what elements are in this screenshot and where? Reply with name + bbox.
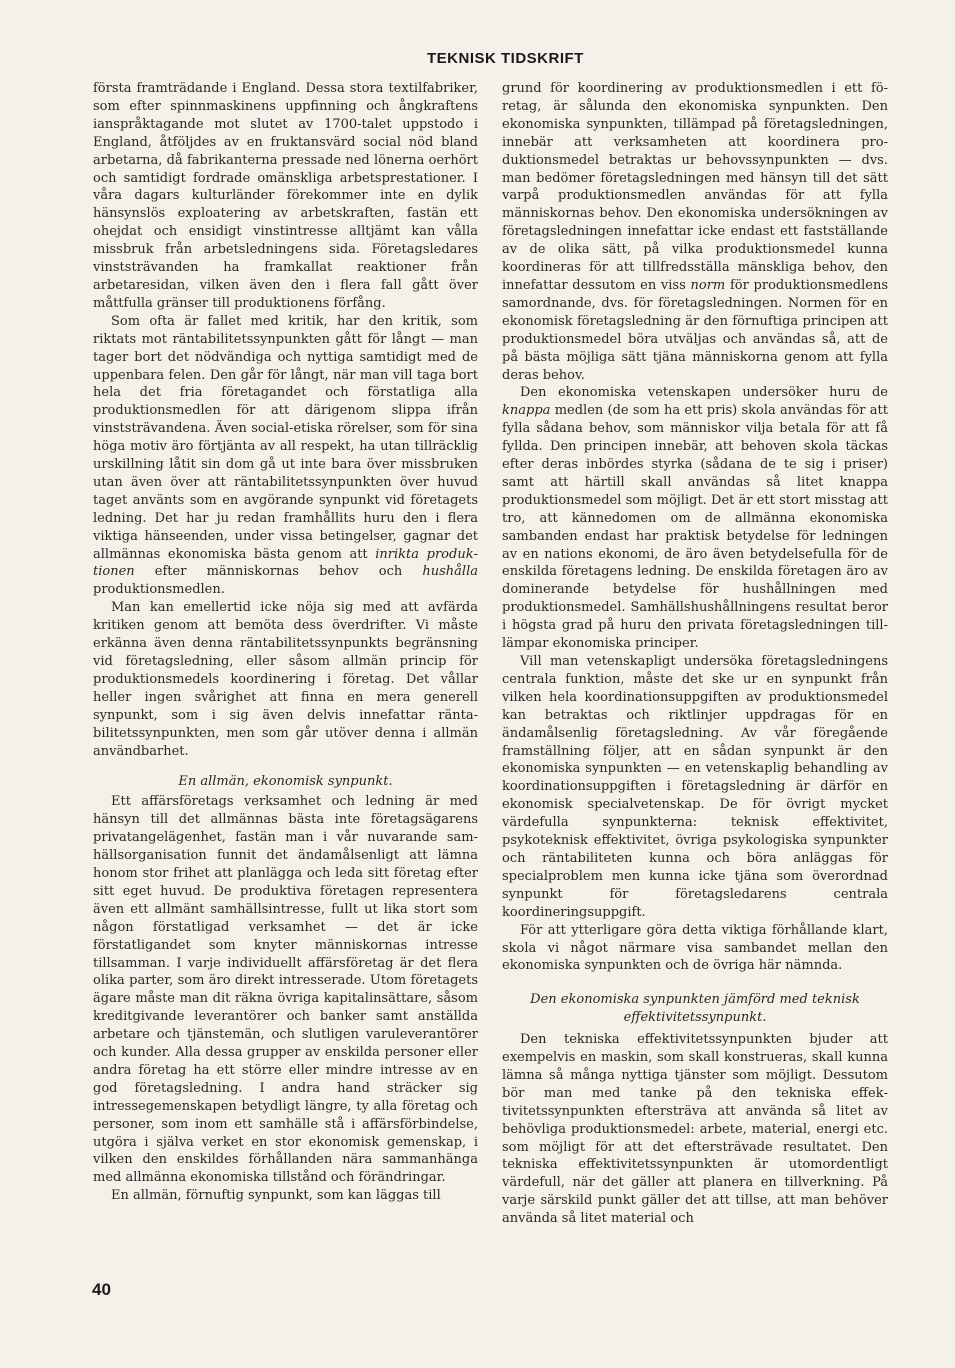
- page-number: 40: [92, 1280, 111, 1299]
- right-paragraph-3: Vill man vetenskapligt undersöka företagsledningens centrala funktion, måste det ske ur en synpunkt från vilken hela koordinationsuppgiften av produktionsmedel kan betraktas och riktlinjer uppdragas för en ändamålsenlig företagsledning. Av vår föregående framställning följer, att en sådan synpunkt är den ekonomiska synpunkten — en vetenskaplig behandling av koordinationsuppgiften i företagsledning är därför en ekonomisk specialvetenskap. De för övrigt mycket värdefulla synpunkterna: teknisk effektivitet, psykoteknisk effektivitet, övriga psykologiska synpunkter och räntabiliteten kunna och böra anläggas för specialproblem men kunna icke tjäna som överordnad synpunkt för företagsledarens centrala koordineringsuppgift.: [502, 654, 888, 920]
- left-p2-emphasis-2: hushålla: [422, 564, 478, 580]
- left-section-heading: En allmän, ekonomisk synpunkt.: [178, 774, 393, 790]
- left-paragraph-4: Ett affärsföretags verksamhet och ledning är med hänsyn till det allmännas bästa inte företagsägarens privatangelägenhet, fastän man i vår nuvarande samhällsorganisation funnit det ändamålsenligt att lämna honom stor frihet att planlägga och leda sitt företag efter sitt eget huvud. De produktiva företagen representera även ett allmänt samhällsintresse, fullt ut lika stort som någon förstatligad verksamhet — det är icke förstatligandet som knyter människornas intresse tillsamman. I varje individuellt affärsföretag är det flera olika parter, som äro direkt intresserade. Utom företagets ägare måste man dit räkna övriga kapitalinsättare, såsom kreditgivande leverantörer och banker samt anställda arbetare och tjänstemän, och slutligen varuleverantörer och kunder. Alla dessa grupper av enskilda personer eller andra företag ha ett större eller mindre intresse av en god företagsledning. I andra hand sträcker sig intressegemenskapen betydligt längre, ty alla företag och personer, som inom ett samhälle stå i affärsförbindelse, utgöra i själva verket en stor ekonomisk gemenskap, i vilken den enskildes förhållanden nära sammanhänga med allmänna ekonomiska tillstånd och förändringar.: [93, 794, 478, 1186]
- right-p2-end: medlen (de som ha ett pris) skola användas för att fylla sådana behov, som människor vilja betala för att få fyllda. Den principen innebär, att behoven skola täckas efter deras inbördes styrka (sådana de te sig i priser) samt att härtill skall användas så litet knappa produktionsmedel som möjligt. Det är ett stort misstag att tro, att kännedomen om de allmänna ekonomiska sambanden endast har praktisk betydelse för ledningen av en nations ekonomi, de äro även betydelsefulla för de enskilda företagens ledning. De enskilda företagen äro av dominerande betydelse för hushållningen med produktionsmedel. Samhällshushållningens resultat beror i högsta grad på huru den privata företagsledningen tilllämpar ekonomiska principer.: [502, 403, 888, 652]
- left-p2-end: produktionsmedlen.: [93, 582, 225, 598]
- left-p2-emphasis-1: inrikta produktionen: [93, 546, 478, 580]
- right-paragraph-5: Den tekniska effektivitetssynpunkten bjuder att exempelvis en maskin, som skall konstrueras, skall kunna lämna så många nyttiga tjänster som möjligt. Dessutom bör man med tanke på den tekniska effektivitetssynpunkten eftersträva att använda så litet av behövliga produktionsmedel: arbete, material, energi etc. som möjligt för att det eftersträvade resultatet. Den tekniska effektivitetssynpunkten är utomordentligt värdefull, när det gäller att planera en tillverkning. På varje särskild punkt gäller det att tillse, att man behöver använda så litet material och: [502, 1032, 888, 1227]
- left-p2-mid: efter människornas behov och: [154, 564, 403, 580]
- right-p1-end: för produktionsmedlens samordnande, dvs. för företagsledningen. Normen för en ekonomisk företagsledning är den förnuftiga principen att produktionsmedel böra utväljas och användas så, att de på bästa möjliga sätt tjäna människorna genom att fylla deras behov.: [502, 277, 888, 383]
- right-paragraph-2: [502, 384, 888, 653]
- right-p2-text: Den ekonomiska vetenskapen undersöker huru de: [520, 385, 888, 401]
- left-paragraph-1: första framträdande i England. Dessa stora textilfabriker, som efter spinnmaskinens uppfinning och ångkraftens ianspråktagande mot slutet av 1700-talet uppstodo i England, åtföljdes av en fruktansvärd social nöd bland arbetarna, då fabrikanterna pressade ned lönerna oerhört och samtidigt fordrade omänskliga arbetsprestationer. I våra dagars kulturländer förekommer inte en dylik hänsynslös exploatering av arbetskraften, fastän ett ohejdat och ensidigt vinstintresse alltjämt kan vålla missbruk från arbetsledningens sida. Företagsledares vinststrävanden ha framkallat reaktioner från arbetaresidan, vilken även den i flera fall gått över måttfulla gränser till produktionens förfång.: [93, 81, 478, 311]
- left-p2-text: Som ofta är fallet med kritik, har den kritik, som riktats mot räntabilitetssynpunkten gått för långt — man tager bort det nödvändiga och nyttiga samtidigt med de uppenbara felen. Den går för långt, när man vill taga bort hela det fria företagandet och förstatliga alla produktionsmedlen för att därigenom slippa ifrån vinststrävandena. Även social-etiska rörelser, som för sina höga motiv äro förtjänta av all respekt, ha utan tillräcklig urskillning låtit sin dom gå ut inte bara över missbruken utan även över att räntabilitetssynpunkten över huvud taget använts som en avgörande synpunkt vid företagets ledning. Det har ju redan framhållits huru den i flera viktiga hänseenden, under vissa betingelser, gagnar det allmännas ekonomiska bästa genom att: [93, 313, 478, 562]
- journal-header: TEKNISK TIDSKRIFT: [427, 50, 584, 67]
- left-paragraph-5: En allmän, förnuftig synpunkt, som kan läggas till: [111, 1188, 441, 1204]
- right-column: [502, 80, 888, 1228]
- right-paragraph-4: För att ytterligare göra detta viktiga förhållande klart, skola vi något närmare visa sambandet mellan den ekonomiska synpunkten och de övriga här nämnda.: [502, 922, 888, 974]
- left-paragraph-3: Man kan emellertid icke nöja sig med att avfärda kritiken genom att bemöta dess överdrifter. Vi måste erkänna även denna räntabilitetssynpunkts begränsning vid företagsledning, eller såsom allmän princip för produktionsmedels koordinering i företag. Det vållar heller ingen svårighet att finna en mera generell synpunkt, som i sig även delvis innefattar räntabilitetssynpunkten, men som går utöver denna i allmän användbarhet.: [93, 600, 478, 759]
- left-paragraph-2: [93, 313, 478, 600]
- left-column: [93, 80, 478, 1205]
- right-section-heading: Den ekonomiska synpunkten jämförd med teknisk effektivitetssynpunkt.: [530, 992, 860, 1026]
- right-p1-emphasis: norm: [690, 277, 726, 293]
- right-paragraph-1: [502, 80, 888, 384]
- right-p1-text: grund för koordinering av produktionsmedlen i ett företag, är sålunda den ekonomiska synpunkten. Den ekonomiska synpunkten, tillämpad på företagsledningen, innebär att verksamheten att koordinera produktionsmedel betraktas ur behovssynpunkten — dvs. man bedömer företagsledningen med hänsyn till det sätt varpå produktionsmedlen användas för att fylla människornas behov. Den ekonomiska undersökningen av företagsledningen innefattar icke endast ett fastställande av de olika sätt, på vilka produktionsmedel kunna koordineras för att tillfredsställa mänskliga behov, den innefattar dessutom en viss: [502, 81, 888, 293]
- right-p2-emphasis: knappa: [502, 403, 551, 419]
